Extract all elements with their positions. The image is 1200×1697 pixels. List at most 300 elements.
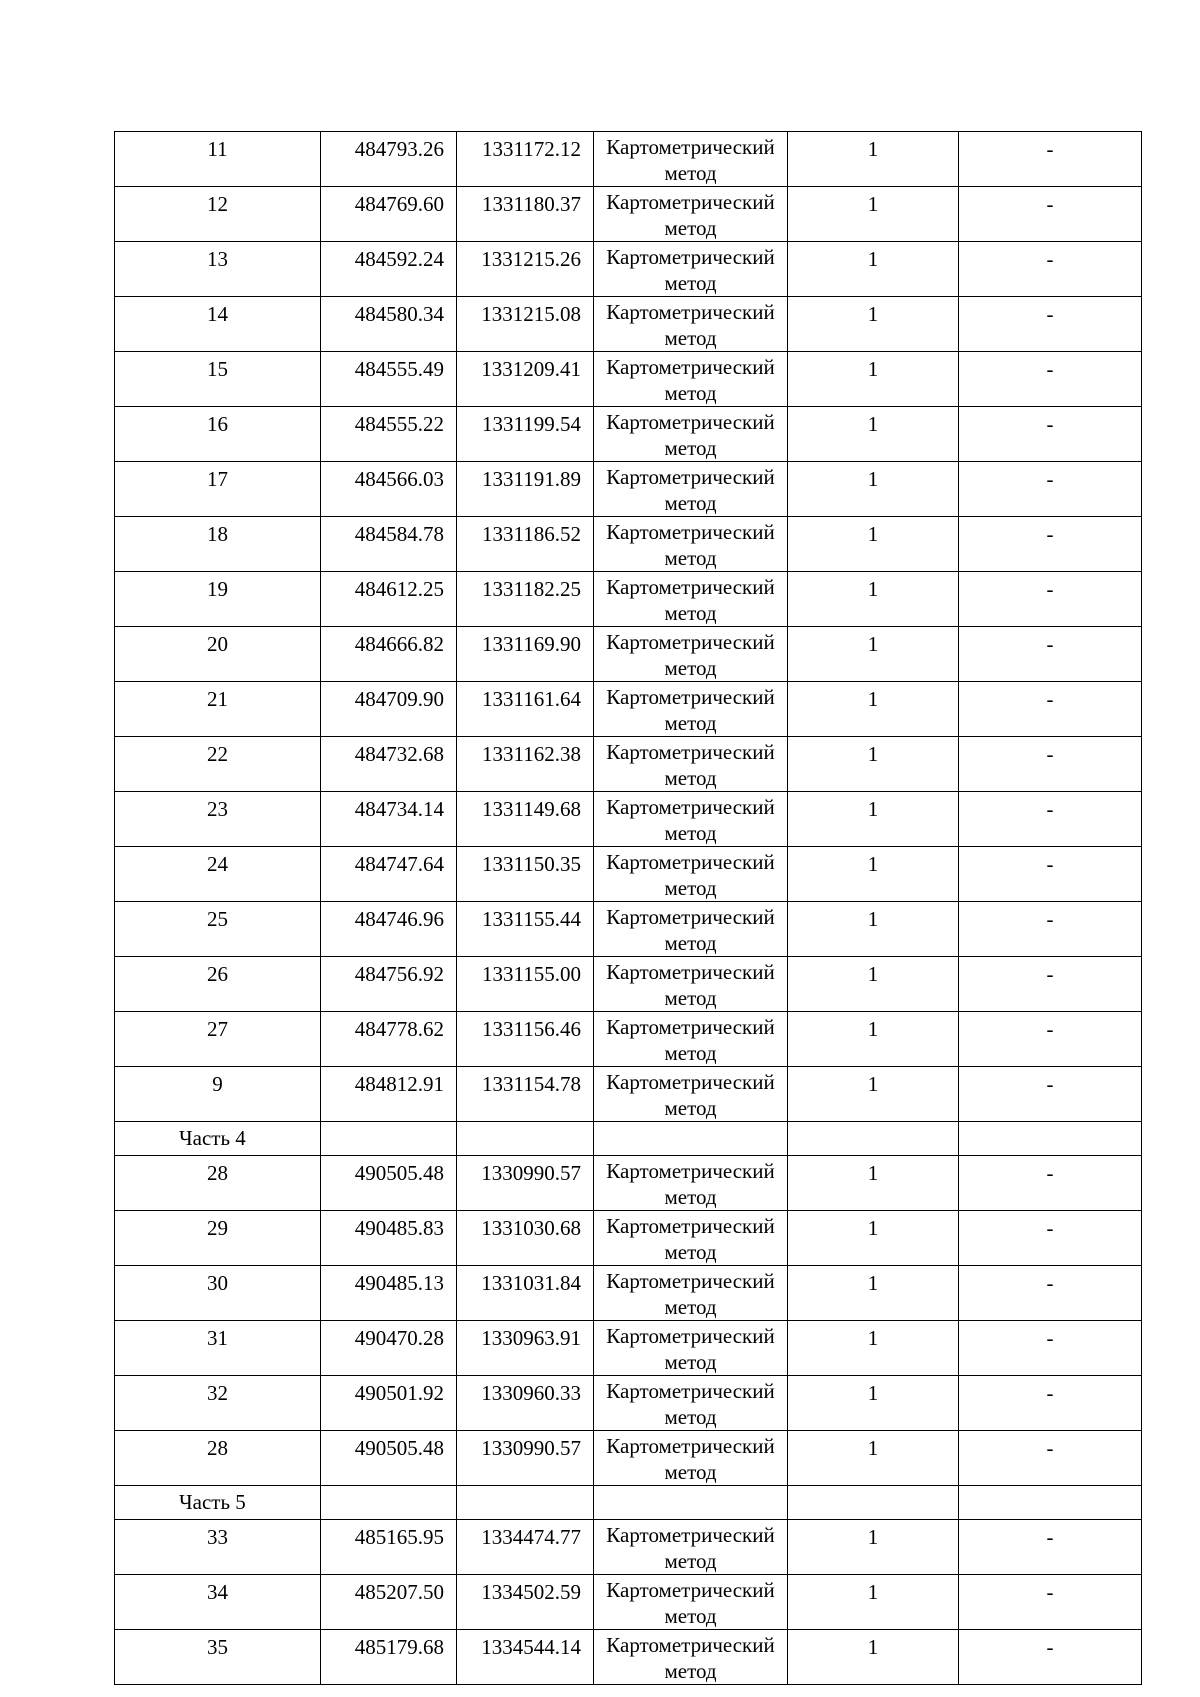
accuracy-cell	[788, 1211, 959, 1266]
point-number-cell	[115, 1630, 321, 1685]
method-text	[594, 1321, 787, 1375]
method-line-2: метод	[664, 821, 717, 845]
point-number: 27	[207, 1017, 228, 1041]
method-text	[594, 737, 787, 791]
x-coordinate-cell	[321, 1575, 457, 1630]
accuracy: 1	[867, 907, 879, 931]
table-row	[115, 517, 1142, 572]
y-coordinate-cell	[457, 297, 594, 352]
x-coordinate: 484555.49	[354, 357, 444, 381]
dash-value-cell	[959, 1630, 1142, 1685]
x-coordinate: 484666.82	[354, 632, 444, 656]
dash-value: -	[1046, 797, 1054, 821]
dash-value-cell	[959, 1431, 1142, 1486]
point-number-cell	[115, 682, 321, 737]
accuracy: 1	[867, 1635, 879, 1659]
method-line-1: Картометрический	[606, 520, 775, 544]
method-text	[594, 187, 787, 241]
table-row	[115, 1321, 1142, 1376]
method-text	[594, 462, 787, 516]
method-line-1: Картометрический	[606, 245, 775, 269]
empty-cell	[594, 1122, 788, 1156]
method-line-1: Картометрический	[606, 685, 775, 709]
point-number-cell	[115, 187, 321, 242]
point-number: 32	[207, 1381, 228, 1405]
y-coordinate-cell	[457, 132, 594, 187]
dash-value: -	[1046, 1436, 1054, 1460]
y-coordinate: 1331150.35	[482, 852, 581, 876]
x-coordinate-cell	[321, 297, 457, 352]
y-coordinate: 1331180.37	[482, 192, 581, 216]
x-coordinate: 484747.64	[354, 852, 444, 876]
method-cell	[594, 572, 788, 627]
method-line-1: Картометрический	[606, 465, 775, 489]
method-line-2: метод	[664, 931, 717, 955]
method-line-2: метод	[664, 546, 717, 570]
y-coordinate: 1331215.26	[481, 247, 581, 271]
point-number: 35	[207, 1635, 228, 1659]
x-coordinate: 484555.22	[354, 412, 444, 436]
x-coordinate-cell	[321, 737, 457, 792]
y-coordinate: 1331156.46	[482, 1017, 581, 1041]
empty-cell	[321, 1486, 457, 1520]
empty-cell	[321, 1122, 457, 1156]
table-row	[115, 407, 1142, 462]
y-coordinate-cell	[457, 1630, 594, 1685]
method-text	[594, 1431, 787, 1485]
method-line-1: Картометрический	[606, 795, 775, 819]
dash-value-cell	[959, 462, 1142, 517]
accuracy: 1	[867, 1017, 879, 1041]
x-coordinate-cell	[321, 352, 457, 407]
accuracy-cell	[788, 902, 959, 957]
x-coordinate-cell	[321, 1067, 457, 1122]
accuracy: 1	[867, 1161, 879, 1185]
dash-value: -	[1046, 632, 1054, 656]
accuracy: 1	[867, 1580, 879, 1604]
method-line-2: метод	[664, 1041, 717, 1065]
y-coordinate: 1331149.68	[482, 797, 581, 821]
dash-value-cell	[959, 297, 1142, 352]
method-cell	[594, 1211, 788, 1266]
accuracy: 1	[867, 247, 879, 271]
dash-value: -	[1046, 357, 1054, 381]
method-line-2: метод	[664, 1096, 717, 1120]
method-text	[594, 352, 787, 406]
method-line-1: Картометрический	[606, 300, 775, 324]
empty-cell	[788, 1122, 959, 1156]
accuracy: 1	[867, 687, 879, 711]
accuracy-cell	[788, 682, 959, 737]
dash-value-cell	[959, 627, 1142, 682]
dash-value-cell	[959, 517, 1142, 572]
x-coordinate: 484580.34	[354, 302, 444, 326]
method-text	[594, 902, 787, 956]
dash-value: -	[1046, 1525, 1054, 1549]
method-line-2: метод	[664, 1460, 717, 1484]
dash-value-cell	[959, 352, 1142, 407]
point-number: 18	[207, 522, 228, 546]
empty-cell	[788, 1486, 959, 1520]
y-coordinate: 1330960.33	[481, 1381, 581, 1405]
method-line-2: метод	[664, 1604, 717, 1628]
table-row	[115, 462, 1142, 517]
accuracy: 1	[867, 1326, 879, 1350]
y-coordinate-cell	[457, 572, 594, 627]
point-number-cell	[115, 407, 321, 462]
dash-value: -	[1046, 907, 1054, 931]
y-coordinate: 1331209.41	[481, 357, 581, 381]
point-number: 24	[207, 852, 228, 876]
point-number: 22	[207, 742, 228, 766]
dash-value: -	[1046, 522, 1054, 546]
y-coordinate-cell	[457, 1575, 594, 1630]
point-number: 29	[207, 1216, 228, 1240]
method-text	[594, 682, 787, 736]
x-coordinate: 484756.92	[354, 962, 444, 986]
table-row	[115, 1575, 1142, 1630]
dash-value-cell	[959, 957, 1142, 1012]
coordinates-table-body	[115, 132, 1142, 1685]
point-number: 23	[207, 797, 228, 821]
x-coordinate-cell	[321, 1376, 457, 1431]
method-text	[594, 517, 787, 571]
y-coordinate-cell	[457, 1431, 594, 1486]
point-number-cell	[115, 1321, 321, 1376]
point-number: 34	[207, 1580, 228, 1604]
x-coordinate: 484746.96	[354, 907, 444, 931]
point-number: 16	[207, 412, 228, 436]
accuracy-cell	[788, 1012, 959, 1067]
accuracy-cell	[788, 1575, 959, 1630]
x-coordinate-cell	[321, 187, 457, 242]
dash-value: -	[1046, 247, 1054, 271]
y-coordinate-cell	[457, 902, 594, 957]
method-line-2: метод	[664, 1659, 717, 1683]
method-line-2: метод	[664, 1549, 717, 1573]
part-header-row	[115, 1486, 1142, 1520]
y-coordinate: 1331199.54	[482, 412, 581, 436]
y-coordinate: 1331186.52	[482, 522, 581, 546]
method-line-2: метод	[664, 986, 717, 1010]
method-cell	[594, 407, 788, 462]
x-coordinate-cell	[321, 902, 457, 957]
x-coordinate-cell	[321, 132, 457, 187]
x-coordinate: 490485.13	[354, 1271, 444, 1295]
y-coordinate: 1334544.14	[481, 1635, 581, 1659]
dash-value-cell	[959, 737, 1142, 792]
method-line-2: метод	[664, 326, 717, 350]
method-text	[594, 1630, 787, 1684]
method-line-2: метод	[664, 766, 717, 790]
dash-value-cell	[959, 902, 1142, 957]
method-line-1: Картометрический	[606, 1070, 775, 1094]
accuracy-cell	[788, 187, 959, 242]
method-cell	[594, 297, 788, 352]
point-number: 12	[207, 192, 228, 216]
table-row	[115, 1520, 1142, 1575]
point-number-cell	[115, 792, 321, 847]
x-coordinate: 484732.68	[354, 742, 444, 766]
method-cell	[594, 1630, 788, 1685]
accuracy-cell	[788, 407, 959, 462]
point-number: 28	[207, 1161, 228, 1185]
method-cell	[594, 1520, 788, 1575]
dash-value-cell	[959, 132, 1142, 187]
x-coordinate: 484566.03	[354, 467, 444, 491]
method-cell	[594, 517, 788, 572]
accuracy-cell	[788, 737, 959, 792]
x-coordinate: 490470.28	[354, 1326, 444, 1350]
point-number-cell	[115, 297, 321, 352]
table-row	[115, 957, 1142, 1012]
dash-value-cell	[959, 1266, 1142, 1321]
dash-value: -	[1046, 1271, 1054, 1295]
y-coordinate-cell	[457, 352, 594, 407]
x-coordinate-cell	[321, 682, 457, 737]
method-line-1: Картометрический	[606, 355, 775, 379]
accuracy-cell	[788, 352, 959, 407]
accuracy: 1	[867, 1381, 879, 1405]
point-number: 15	[207, 357, 228, 381]
accuracy-cell	[788, 462, 959, 517]
point-number: 28	[207, 1436, 228, 1460]
method-text	[594, 957, 787, 1011]
point-number: 30	[207, 1271, 228, 1295]
x-coordinate-cell	[321, 1156, 457, 1211]
x-coordinate-cell	[321, 627, 457, 682]
accuracy-cell	[788, 242, 959, 297]
method-text	[594, 627, 787, 681]
y-coordinate-cell	[457, 737, 594, 792]
accuracy-cell	[788, 1431, 959, 1486]
method-cell	[594, 242, 788, 297]
table-row	[115, 1376, 1142, 1431]
accuracy-cell	[788, 847, 959, 902]
method-line-1: Картометрический	[606, 905, 775, 929]
accuracy-cell	[788, 1376, 959, 1431]
empty-cell	[959, 1486, 1142, 1520]
y-coordinate: 1334474.77	[481, 1525, 581, 1549]
accuracy: 1	[867, 1436, 879, 1460]
accuracy: 1	[867, 412, 879, 436]
accuracy-cell	[788, 1067, 959, 1122]
accuracy: 1	[867, 302, 879, 326]
table-row	[115, 902, 1142, 957]
method-line-2: метод	[664, 161, 717, 185]
x-coordinate-cell	[321, 1431, 457, 1486]
y-coordinate: 1331154.78	[482, 1072, 581, 1096]
point-number: 21	[207, 687, 228, 711]
method-line-2: метод	[664, 1405, 717, 1429]
coordinates-table	[114, 131, 1142, 1685]
y-coordinate: 1331155.00	[482, 962, 581, 986]
x-coordinate: 485207.50	[354, 1580, 444, 1604]
method-cell	[594, 957, 788, 1012]
y-coordinate: 1331182.25	[482, 577, 581, 601]
method-text	[594, 1575, 787, 1629]
method-line-1: Картометрический	[606, 1633, 775, 1657]
accuracy: 1	[867, 962, 879, 986]
x-coordinate-cell	[321, 1321, 457, 1376]
method-text	[594, 1067, 787, 1121]
method-cell	[594, 187, 788, 242]
dash-value-cell	[959, 187, 1142, 242]
point-number: 20	[207, 632, 228, 656]
part-label-cell	[115, 1122, 321, 1156]
method-cell	[594, 1431, 788, 1486]
accuracy: 1	[867, 137, 879, 161]
x-coordinate: 490501.92	[354, 1381, 444, 1405]
accuracy-cell	[788, 792, 959, 847]
part-header-row	[115, 1122, 1142, 1156]
y-coordinate-cell	[457, 407, 594, 462]
dash-value-cell	[959, 1376, 1142, 1431]
dash-value-cell	[959, 1067, 1142, 1122]
point-number-cell	[115, 1156, 321, 1211]
dash-value: -	[1046, 687, 1054, 711]
y-coordinate: 1331191.89	[482, 467, 581, 491]
table-row	[115, 1431, 1142, 1486]
method-line-2: метод	[664, 876, 717, 900]
accuracy: 1	[867, 1271, 879, 1295]
dash-value: -	[1046, 742, 1054, 766]
method-text	[594, 407, 787, 461]
point-number: 9	[212, 1072, 223, 1096]
table-row	[115, 352, 1142, 407]
dash-value-cell	[959, 1156, 1142, 1211]
accuracy-cell	[788, 957, 959, 1012]
x-coordinate: 485179.68	[354, 1635, 444, 1659]
accuracy-cell	[788, 1266, 959, 1321]
method-text	[594, 1376, 787, 1430]
method-line-2: метод	[664, 656, 717, 680]
dash-value: -	[1046, 1072, 1054, 1096]
x-coordinate: 490505.48	[354, 1436, 444, 1460]
point-number-cell	[115, 517, 321, 572]
dash-value-cell	[959, 407, 1142, 462]
point-number-cell	[115, 627, 321, 682]
y-coordinate: 1331155.44	[482, 907, 581, 931]
table-row	[115, 792, 1142, 847]
dash-value: -	[1046, 1381, 1054, 1405]
point-number-cell	[115, 902, 321, 957]
y-coordinate-cell	[457, 1376, 594, 1431]
method-text	[594, 1012, 787, 1066]
point-number-cell	[115, 242, 321, 297]
point-number-cell	[115, 957, 321, 1012]
method-line-2: метод	[664, 271, 717, 295]
method-text	[594, 132, 787, 186]
method-line-2: метод	[664, 1240, 717, 1264]
table-row	[115, 1630, 1142, 1685]
method-cell	[594, 737, 788, 792]
x-coordinate: 484592.24	[354, 247, 444, 271]
y-coordinate-cell	[457, 187, 594, 242]
accuracy-cell	[788, 1321, 959, 1376]
x-coordinate: 484778.62	[354, 1017, 444, 1041]
x-coordinate-cell	[321, 1012, 457, 1067]
method-line-1: Картометрический	[606, 1434, 775, 1458]
point-number: 33	[207, 1525, 228, 1549]
table-row	[115, 1156, 1142, 1211]
table-row	[115, 682, 1142, 737]
point-number: 17	[207, 467, 228, 491]
y-coordinate-cell	[457, 1067, 594, 1122]
accuracy-cell	[788, 517, 959, 572]
table-row	[115, 1266, 1142, 1321]
point-number-cell	[115, 1575, 321, 1630]
accuracy: 1	[867, 522, 879, 546]
y-coordinate-cell	[457, 627, 594, 682]
dash-value: -	[1046, 192, 1054, 216]
y-coordinate: 1331031.84	[481, 1271, 581, 1295]
method-cell	[594, 902, 788, 957]
method-line-2: метод	[664, 436, 717, 460]
y-coordinate-cell	[457, 242, 594, 297]
x-coordinate-cell	[321, 1520, 457, 1575]
table-row	[115, 847, 1142, 902]
accuracy-cell	[788, 1520, 959, 1575]
point-number-cell	[115, 462, 321, 517]
x-coordinate: 484734.14	[354, 797, 444, 821]
method-text	[594, 1266, 787, 1320]
method-line-1: Картометрический	[606, 1324, 775, 1348]
accuracy-cell	[788, 297, 959, 352]
method-line-2: метод	[664, 491, 717, 515]
x-coordinate-cell	[321, 792, 457, 847]
dash-value-cell	[959, 682, 1142, 737]
method-cell	[594, 1266, 788, 1321]
dash-value: -	[1046, 1635, 1054, 1659]
dash-value: -	[1046, 1161, 1054, 1185]
dash-value-cell	[959, 1012, 1142, 1067]
method-text	[594, 297, 787, 351]
accuracy-cell	[788, 1156, 959, 1211]
table-row	[115, 737, 1142, 792]
point-number-cell	[115, 1266, 321, 1321]
method-cell	[594, 1012, 788, 1067]
accuracy: 1	[867, 797, 879, 821]
point-number-cell	[115, 572, 321, 627]
y-coordinate-cell	[457, 1012, 594, 1067]
x-coordinate: 484612.25	[354, 577, 444, 601]
x-coordinate-cell	[321, 957, 457, 1012]
x-coordinate: 484709.90	[354, 687, 444, 711]
method-cell	[594, 792, 788, 847]
table-row	[115, 1211, 1142, 1266]
method-line-1: Картометрический	[606, 1159, 775, 1183]
x-coordinate-cell	[321, 517, 457, 572]
table-row	[115, 1067, 1142, 1122]
accuracy: 1	[867, 1072, 879, 1096]
y-coordinate-cell	[457, 517, 594, 572]
method-line-2: метод	[664, 1295, 717, 1319]
part-label: Часть 5	[179, 1490, 246, 1514]
point-number-cell	[115, 1012, 321, 1067]
accuracy: 1	[867, 357, 879, 381]
method-line-1: Картометрический	[606, 1578, 775, 1602]
dash-value: -	[1046, 467, 1054, 491]
dash-value: -	[1046, 137, 1054, 161]
accuracy-cell	[788, 1630, 959, 1685]
method-line-2: метод	[664, 216, 717, 240]
method-line-1: Картометрический	[606, 1214, 775, 1238]
table-row	[115, 187, 1142, 242]
x-coordinate: 490485.83	[354, 1216, 444, 1240]
method-text	[594, 847, 787, 901]
method-line-1: Картометрический	[606, 1523, 775, 1547]
